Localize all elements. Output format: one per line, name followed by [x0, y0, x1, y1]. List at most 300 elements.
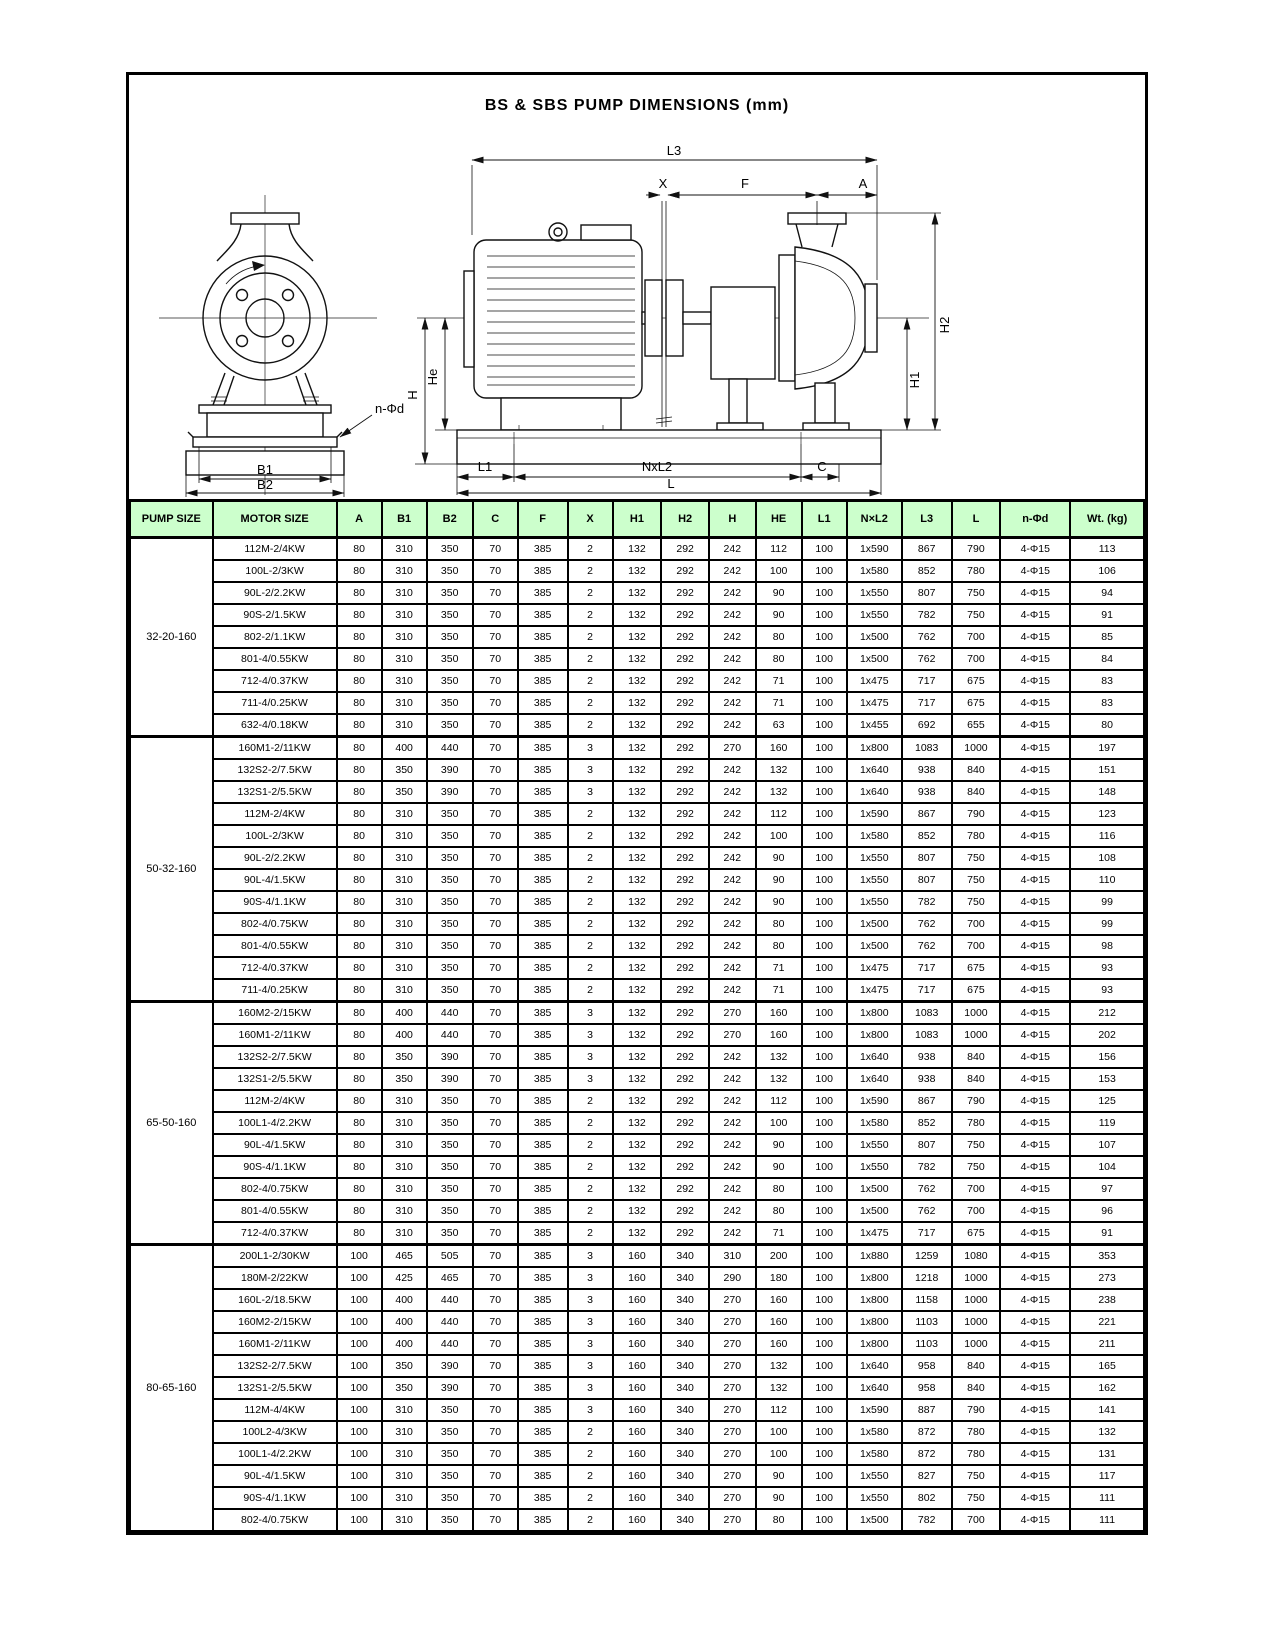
table-cell: 4-Φ15 [1000, 1399, 1070, 1421]
table-cell: 273 [1070, 1267, 1144, 1289]
table-cell: 132 [613, 1200, 662, 1222]
table-cell: 310 [382, 582, 427, 604]
table-cell: 1000 [952, 1333, 1001, 1355]
table-cell: 1000 [952, 1289, 1001, 1311]
table-cell: 90 [756, 869, 802, 891]
table-cell: 3 [568, 1355, 613, 1377]
table-cell: 71 [756, 670, 802, 692]
table-cell: 1x640 [847, 759, 902, 781]
table-cell: 117 [1070, 1465, 1144, 1487]
table-cell: 70 [473, 1355, 518, 1377]
table-cell: 100 [802, 538, 847, 561]
table-cell: 350 [427, 648, 473, 670]
table-cell: 1x800 [847, 1267, 902, 1289]
table-cell: 390 [427, 759, 473, 781]
table-cell: 70 [473, 1002, 518, 1025]
table-cell: 132 [613, 737, 662, 760]
motor-size-cell: 712-4/0.37KW [213, 670, 337, 692]
table-cell: 132 [613, 1156, 662, 1178]
table-cell: 310 [382, 692, 427, 714]
table-cell: 350 [427, 979, 473, 1002]
pump-dimension-drawing [129, 75, 1145, 499]
table-cell: 242 [709, 1178, 756, 1200]
motor-size-cell: 180M-2/22KW [213, 1267, 337, 1289]
table-cell: 385 [518, 825, 568, 847]
table-cell: 292 [661, 869, 709, 891]
table-cell: 717 [902, 692, 952, 714]
table-cell: 80 [337, 737, 382, 760]
coupling-hub [645, 280, 662, 356]
table-cell: 90 [756, 1465, 802, 1487]
table-cell: 700 [952, 648, 1001, 670]
dim-label-he: He [425, 368, 440, 386]
table-cell: 385 [518, 1068, 568, 1090]
table-cell: 292 [661, 803, 709, 825]
table-cell: 70 [473, 1222, 518, 1245]
table-cell: 270 [709, 1465, 756, 1487]
table-cell: 807 [902, 1134, 952, 1156]
table-cell: 750 [952, 1134, 1001, 1156]
table-cell: 165 [1070, 1355, 1144, 1377]
table-cell: 340 [661, 1267, 709, 1289]
table-cell: 242 [709, 1068, 756, 1090]
table-cell: 4-Φ15 [1000, 847, 1070, 869]
table-cell: 827 [902, 1465, 952, 1487]
table-cell: 400 [382, 1311, 427, 1333]
table-cell: 1000 [952, 737, 1001, 760]
table-cell: 292 [661, 759, 709, 781]
table-cell: 200 [756, 1245, 802, 1268]
motor-size-cell: 112M-2/4KW [213, 538, 337, 561]
table-cell: 242 [709, 803, 756, 825]
table-row [130, 1377, 1144, 1399]
table-cell: 202 [1070, 1024, 1144, 1046]
table-cell: 70 [473, 891, 518, 913]
table-cell: 4-Φ15 [1000, 1112, 1070, 1134]
table-cell: 3 [568, 1267, 613, 1289]
table-cell: 4-Φ15 [1000, 1311, 1070, 1333]
table-cell: 1103 [902, 1311, 952, 1333]
table-cell: 350 [427, 1178, 473, 1200]
table-cell: 292 [661, 1200, 709, 1222]
table-cell: 385 [518, 538, 568, 561]
table-cell: 1x500 [847, 648, 902, 670]
table-cell: 872 [902, 1421, 952, 1443]
table-cell: 4-Φ15 [1000, 1487, 1070, 1509]
table-row [130, 1421, 1144, 1443]
table-cell: 385 [518, 1487, 568, 1509]
table-cell: 132 [613, 648, 662, 670]
table-cell: 100 [802, 935, 847, 957]
table-cell: 340 [661, 1289, 709, 1311]
motor-size-cell: 802-2/1.1KW [213, 626, 337, 648]
motor-size-cell: 802-4/0.75KW [213, 1509, 337, 1531]
table-cell: 242 [709, 714, 756, 737]
table-cell: 807 [902, 582, 952, 604]
table-cell: 292 [661, 604, 709, 626]
table-cell: 1103 [902, 1333, 952, 1355]
table-row [130, 1222, 1144, 1245]
table-cell: 340 [661, 1421, 709, 1443]
table-cell: 80 [337, 847, 382, 869]
table-cell: 132 [613, 1090, 662, 1112]
table-row [130, 1178, 1144, 1200]
table-cell: 385 [518, 1465, 568, 1487]
table-cell: 100 [337, 1399, 382, 1421]
table-cell: 100 [337, 1509, 382, 1531]
motor-size-cell: 112M-4/4KW [213, 1399, 337, 1421]
table-cell: 340 [661, 1509, 709, 1531]
table-cell: 100 [802, 1024, 847, 1046]
table-cell: 4-Φ15 [1000, 803, 1070, 825]
table-cell: 1x550 [847, 582, 902, 604]
table-cell: 70 [473, 869, 518, 891]
motor-fan-cover [464, 271, 474, 367]
table-cell: 400 [382, 1289, 427, 1311]
bolt-hole [237, 336, 248, 347]
table-cell: 242 [709, 648, 756, 670]
motor-size-cell: 160M2-2/15KW [213, 1002, 337, 1025]
table-cell: 292 [661, 1134, 709, 1156]
table-cell: 100 [802, 626, 847, 648]
table-cell: 385 [518, 759, 568, 781]
table-cell: 242 [709, 781, 756, 803]
column-header: C [473, 501, 518, 538]
table-cell: 100 [337, 1289, 382, 1311]
table-cell: 80 [337, 560, 382, 582]
table-cell: 100 [802, 560, 847, 582]
table-cell: 132 [613, 781, 662, 803]
column-header: L3 [902, 501, 952, 538]
table-cell: 1083 [902, 737, 952, 760]
pump-backplate [779, 255, 795, 381]
table-cell: 70 [473, 825, 518, 847]
table-cell: 350 [427, 714, 473, 737]
table-cell: 100 [337, 1333, 382, 1355]
table-cell: 100 [802, 1090, 847, 1112]
suction-flange [865, 284, 877, 352]
table-cell: 85 [1070, 626, 1144, 648]
table-cell: 4-Φ15 [1000, 1090, 1070, 1112]
table-cell: 762 [902, 1200, 952, 1222]
table-cell: 1x550 [847, 1487, 902, 1509]
table-cell: 700 [952, 1509, 1001, 1531]
table-cell: 116 [1070, 825, 1144, 847]
table-cell: 350 [427, 1156, 473, 1178]
table-cell: 100 [802, 957, 847, 979]
table-row [130, 692, 1144, 714]
table-cell: 310 [709, 1245, 756, 1268]
table-cell: 692 [902, 714, 952, 737]
table-cell: 100 [802, 714, 847, 737]
table-cell: 292 [661, 781, 709, 803]
table-cell: 80 [337, 582, 382, 604]
table-cell: 242 [709, 935, 756, 957]
table-cell: 292 [661, 648, 709, 670]
table-row [130, 913, 1144, 935]
table-cell: 675 [952, 1222, 1001, 1245]
dim-label-n-phi-d: n-Φd [375, 401, 405, 416]
table-cell: 1x500 [847, 626, 902, 648]
table-cell: 310 [382, 1156, 427, 1178]
table-cell: 70 [473, 737, 518, 760]
table-cell: 292 [661, 1156, 709, 1178]
table-cell: 93 [1070, 957, 1144, 979]
table-cell: 100 [802, 1355, 847, 1377]
table-cell: 867 [902, 538, 952, 561]
pump-volute [795, 247, 869, 389]
table-cell: 385 [518, 560, 568, 582]
table-cell: 3 [568, 1399, 613, 1421]
table-cell: 1x640 [847, 1068, 902, 1090]
table-cell: 2 [568, 538, 613, 561]
pump-size-cell: 65-50-160 [130, 1002, 213, 1245]
dim-label-h: H [405, 390, 420, 400]
table-cell: 70 [473, 759, 518, 781]
table-cell: 4-Φ15 [1000, 737, 1070, 760]
table-cell: 3 [568, 1311, 613, 1333]
table-cell: 1x550 [847, 1134, 902, 1156]
table-cell: 80 [337, 825, 382, 847]
table-row [130, 648, 1144, 670]
table-cell: 132 [613, 1222, 662, 1245]
table-cell: 132 [613, 538, 662, 561]
table-cell: 242 [709, 1046, 756, 1068]
table-row [130, 626, 1144, 648]
table-cell: 385 [518, 626, 568, 648]
table-cell: 292 [661, 1178, 709, 1200]
table-cell: 1083 [902, 1002, 952, 1025]
table-cell: 270 [709, 1289, 756, 1311]
table-cell: 104 [1070, 1156, 1144, 1178]
table-cell: 340 [661, 1333, 709, 1355]
table-cell: 440 [427, 1333, 473, 1355]
table-cell: 385 [518, 979, 568, 1002]
motor-size-cell: 90L-4/1.5KW [213, 869, 337, 891]
table-cell: 310 [382, 670, 427, 692]
table-cell: 131 [1070, 1443, 1144, 1465]
table-cell: 4-Φ15 [1000, 648, 1070, 670]
table-cell: 762 [902, 1178, 952, 1200]
table-cell: 938 [902, 781, 952, 803]
table-cell: 852 [902, 825, 952, 847]
table-row [130, 737, 1144, 760]
table-cell: 350 [427, 1421, 473, 1443]
rotation-arrow [252, 261, 265, 271]
table-cell: 310 [382, 1443, 427, 1465]
table-cell: 100 [802, 692, 847, 714]
table-cell: 750 [952, 1487, 1001, 1509]
table-cell: 4-Φ15 [1000, 1333, 1070, 1355]
table-cell: 938 [902, 1068, 952, 1090]
table-cell: 70 [473, 1509, 518, 1531]
table-cell: 100 [802, 670, 847, 692]
table-cell: 440 [427, 1311, 473, 1333]
table-cell: 132 [613, 935, 662, 957]
table-cell: 385 [518, 714, 568, 737]
table-cell: 4-Φ15 [1000, 1134, 1070, 1156]
table-cell: 70 [473, 935, 518, 957]
table-cell: 2 [568, 626, 613, 648]
table-cell: 70 [473, 1156, 518, 1178]
table-cell: 840 [952, 1377, 1001, 1399]
table-cell: 242 [709, 626, 756, 648]
table-row [130, 1333, 1144, 1355]
table-cell: 132 [613, 1024, 662, 1046]
table-cell: 100 [802, 1267, 847, 1289]
table-cell: 3 [568, 781, 613, 803]
table-row [130, 781, 1144, 803]
table-cell: 242 [709, 538, 756, 561]
table-cell: 292 [661, 1090, 709, 1112]
table-cell: 84 [1070, 648, 1144, 670]
table-cell: 440 [427, 1024, 473, 1046]
table-cell: 270 [709, 1509, 756, 1531]
table-cell: 762 [902, 648, 952, 670]
motor-size-cell: 132S1-2/5.5KW [213, 1377, 337, 1399]
table-cell: 440 [427, 737, 473, 760]
table-cell: 390 [427, 781, 473, 803]
front-view [159, 195, 404, 497]
table-cell: 350 [427, 957, 473, 979]
table-cell: 151 [1070, 759, 1144, 781]
table-cell: 1x590 [847, 803, 902, 825]
table-cell: 700 [952, 913, 1001, 935]
table-cell: 270 [709, 737, 756, 760]
dim-label-f: F [741, 176, 749, 191]
table-cell: 292 [661, 957, 709, 979]
table-cell: 70 [473, 1024, 518, 1046]
table-cell: 1x550 [847, 891, 902, 913]
table-cell: 782 [902, 891, 952, 913]
table-cell: 4-Φ15 [1000, 582, 1070, 604]
table-cell: 780 [952, 825, 1001, 847]
table-cell: 1x500 [847, 913, 902, 935]
dim-label-nxl2: NxL2 [641, 459, 673, 474]
table-cell: 717 [902, 957, 952, 979]
table-cell: 70 [473, 1399, 518, 1421]
table-cell: 780 [952, 1112, 1001, 1134]
table-cell: 350 [427, 1509, 473, 1531]
table-cell: 1x640 [847, 1355, 902, 1377]
table-cell: 840 [952, 1355, 1001, 1377]
table-cell: 655 [952, 714, 1001, 737]
table-cell: 4-Φ15 [1000, 891, 1070, 913]
table-cell: 80 [337, 1112, 382, 1134]
table-cell: 440 [427, 1002, 473, 1025]
table-cell: 93 [1070, 979, 1144, 1002]
table-cell: 242 [709, 869, 756, 891]
table-cell: 292 [661, 847, 709, 869]
table-cell: 242 [709, 957, 756, 979]
table-cell: 100 [802, 1333, 847, 1355]
table-cell: 90 [756, 604, 802, 626]
column-header: H [709, 501, 756, 538]
table-cell: 242 [709, 1090, 756, 1112]
table-cell: 310 [382, 1178, 427, 1200]
table-cell: 4-Φ15 [1000, 1245, 1070, 1268]
table-cell: 70 [473, 1090, 518, 1112]
table-cell: 310 [382, 979, 427, 1002]
table-cell: 4-Φ15 [1000, 1156, 1070, 1178]
bolt-hole [283, 290, 294, 301]
table-cell: 852 [902, 1112, 952, 1134]
table-cell: 70 [473, 1487, 518, 1509]
table-cell: 3 [568, 1002, 613, 1025]
table-cell: 3 [568, 759, 613, 781]
table-cell: 80 [337, 869, 382, 891]
table-cell: 160 [756, 1002, 802, 1025]
table-cell: 385 [518, 604, 568, 626]
table-row [130, 1487, 1144, 1509]
table-header-row [130, 501, 1144, 538]
table-cell: 4-Φ15 [1000, 935, 1070, 957]
table-cell: 310 [382, 1509, 427, 1531]
lifting-eye [549, 223, 567, 241]
table-cell: 292 [661, 979, 709, 1002]
table-cell: 132 [613, 1068, 662, 1090]
table-cell: 80 [337, 759, 382, 781]
table-cell: 70 [473, 604, 518, 626]
table-cell: 242 [709, 1134, 756, 1156]
table-cell: 100 [802, 1046, 847, 1068]
table-cell: 385 [518, 1311, 568, 1333]
table-cell: 110 [1070, 869, 1144, 891]
table-cell: 292 [661, 1046, 709, 1068]
table-cell: 4-Φ15 [1000, 1024, 1070, 1046]
motor-size-cell: 132S2-2/7.5KW [213, 1046, 337, 1068]
table-cell: 350 [427, 1090, 473, 1112]
table-cell: 70 [473, 1465, 518, 1487]
table-cell: 242 [709, 825, 756, 847]
table-cell: 782 [902, 1509, 952, 1531]
table-cell: 717 [902, 670, 952, 692]
table-cell: 2 [568, 1178, 613, 1200]
table-cell: 1x580 [847, 1112, 902, 1134]
table-cell: 80 [337, 1178, 382, 1200]
table-row [130, 1289, 1144, 1311]
table-cell: 3 [568, 1333, 613, 1355]
table-cell: 4-Φ15 [1000, 670, 1070, 692]
table-cell: 782 [902, 604, 952, 626]
table-cell: 132 [756, 781, 802, 803]
table-cell: 385 [518, 582, 568, 604]
table-body [130, 538, 1144, 1532]
table-cell: 112 [756, 1399, 802, 1421]
table-cell: 385 [518, 1289, 568, 1311]
table-cell: 717 [902, 1222, 952, 1245]
table-cell: 180 [756, 1267, 802, 1289]
table-cell: 310 [382, 1090, 427, 1112]
table-cell: 80 [337, 1156, 382, 1178]
table-cell: 350 [427, 1112, 473, 1134]
table-cell: 2 [568, 1090, 613, 1112]
table-cell: 4-Φ15 [1000, 604, 1070, 626]
table-cell: 80 [337, 913, 382, 935]
table-cell: 100 [802, 891, 847, 913]
table-row [130, 935, 1144, 957]
pump-size-cell: 80-65-160 [130, 1245, 213, 1532]
table-cell: 80 [337, 626, 382, 648]
table-row [130, 1355, 1144, 1377]
motor-size-cell: 90L-2/2.2KW [213, 582, 337, 604]
motor-size-cell: 112M-2/4KW [213, 1090, 337, 1112]
table-cell: 867 [902, 1090, 952, 1112]
table-cell: 310 [382, 604, 427, 626]
table-row [130, 714, 1144, 737]
table-cell: 270 [709, 1002, 756, 1025]
table-cell: 782 [902, 1156, 952, 1178]
